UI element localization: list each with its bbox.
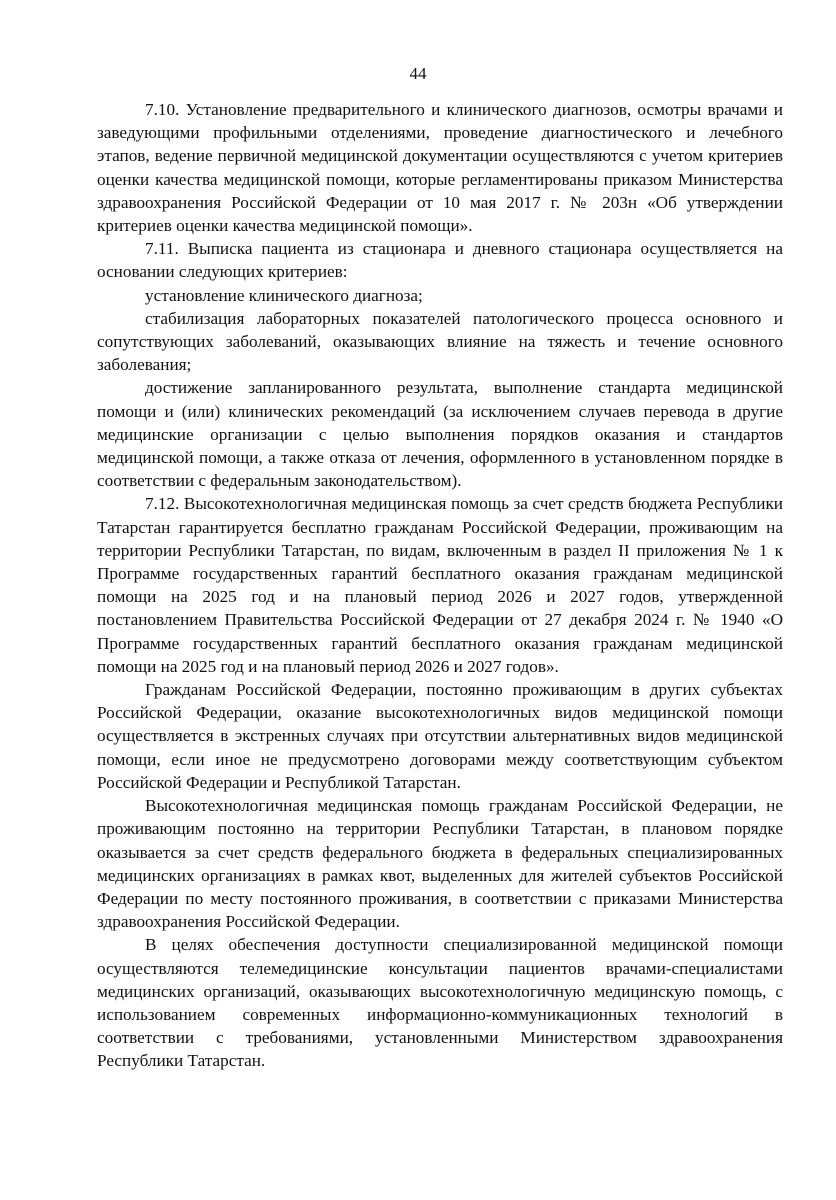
paragraph-7-11: 7.11. Выписка пациента из стационара и дневного стационара осуществляется на основании следующих критериев: bbox=[97, 239, 783, 282]
criterion-result: достижение запланированного результата, выполнение стандарта медицинской помощи и (или) клинических рекомендаций (за исключением случаев перевода в другие медицинские организации с целью выполнения порядков оказания и стандартов медицинской помощи, а также отказа от лечения, оформленного в установленном порядке в соответствии с федеральным законодательством). bbox=[97, 378, 783, 491]
criterion-diagnosis: установление клинического диагноза; bbox=[145, 285, 423, 305]
criterion-stabilization: стабилизация лабораторных показателей патологического процесса основного и сопутствующих заболеваний, оказывающих влияние на тяжесть и течение основного заболевания; bbox=[97, 308, 783, 375]
document-body bbox=[97, 98, 783, 1073]
paragraph-telemedicine: В целях обеспечения доступности специализированной медицинской помощи осуществляются телемедицинские консультации пациентов врачами-специалистами медицинских организаций, оказывающих высокотехнологичную медицинскую помощь, с использованием современных информационно-коммуникационных технологий в соответствии с требованиями, установленными Министерством здравоохранения Республики Татарстан. bbox=[97, 935, 783, 1071]
paragraph-7-10: 7.10. Установление предварительного и клинического диагнозов, осмотры врачами и заведующими профильными отделениями, проведение диагностического и лечебного этапов, ведение первичной медицинской документации осуществляются с учетом критериев оценки качества медицинской помощи, которые регламентированы приказом Министерства здравоохранения Российской Федерации от 10 мая 2017 г. № 203н «Об утверждении критериев оценки качества медицинской помощи». bbox=[97, 100, 783, 236]
paragraph-other-subjects: Гражданам Российской Федерации, постоянно проживающим в других субъектах Российской Федерации, оказание высокотехнологичных видов медицинской помощи осуществляется в экстренных случаях при отсутствии альтернативных видов медицинской помощи, если иное не предусмотрено договорами между соответствующим субъектом Российской Федерации и Республикой Татарстан. bbox=[97, 680, 783, 792]
paragraph-7-12: 7.12. Высокотехнологичная медицинская помощь за счет средств бюджета Республики Татарстан гарантируется бесплатно гражданам Российской Федерации, проживающим на территории Республики Татарстан, по видам, включенным в раздел II приложения № 1 к Программе государственных гарантий бесплатного оказания гражданам медицинской помощи на 2025 год и на плановый период 2026 и 2027 годов, утвержденной постановлением Правительства Российской Федерации от 27 декабря 2024 г. № 1940 «О Программе государственных гарантий бесплатного оказания гражданам медицинской помощи на 2025 год и на плановый период 2026 и 2027 годов». bbox=[97, 494, 783, 676]
page-number: 44 bbox=[409, 64, 427, 83]
paragraph-federal-budget: Высокотехнологичная медицинская помощь гражданам Российской Федерации, не проживающим постоянно на территории Республики Татарстан, в плановом порядке оказывается за счет средств федерального бюджета в федеральных специализированных медицинских организациях в рамках квот, выделенных для жителей субъектов Российской Федерации по месту постоянного проживания, в соответствии с приказами Министерства здравоохранения Российской Федерации. bbox=[97, 796, 783, 932]
